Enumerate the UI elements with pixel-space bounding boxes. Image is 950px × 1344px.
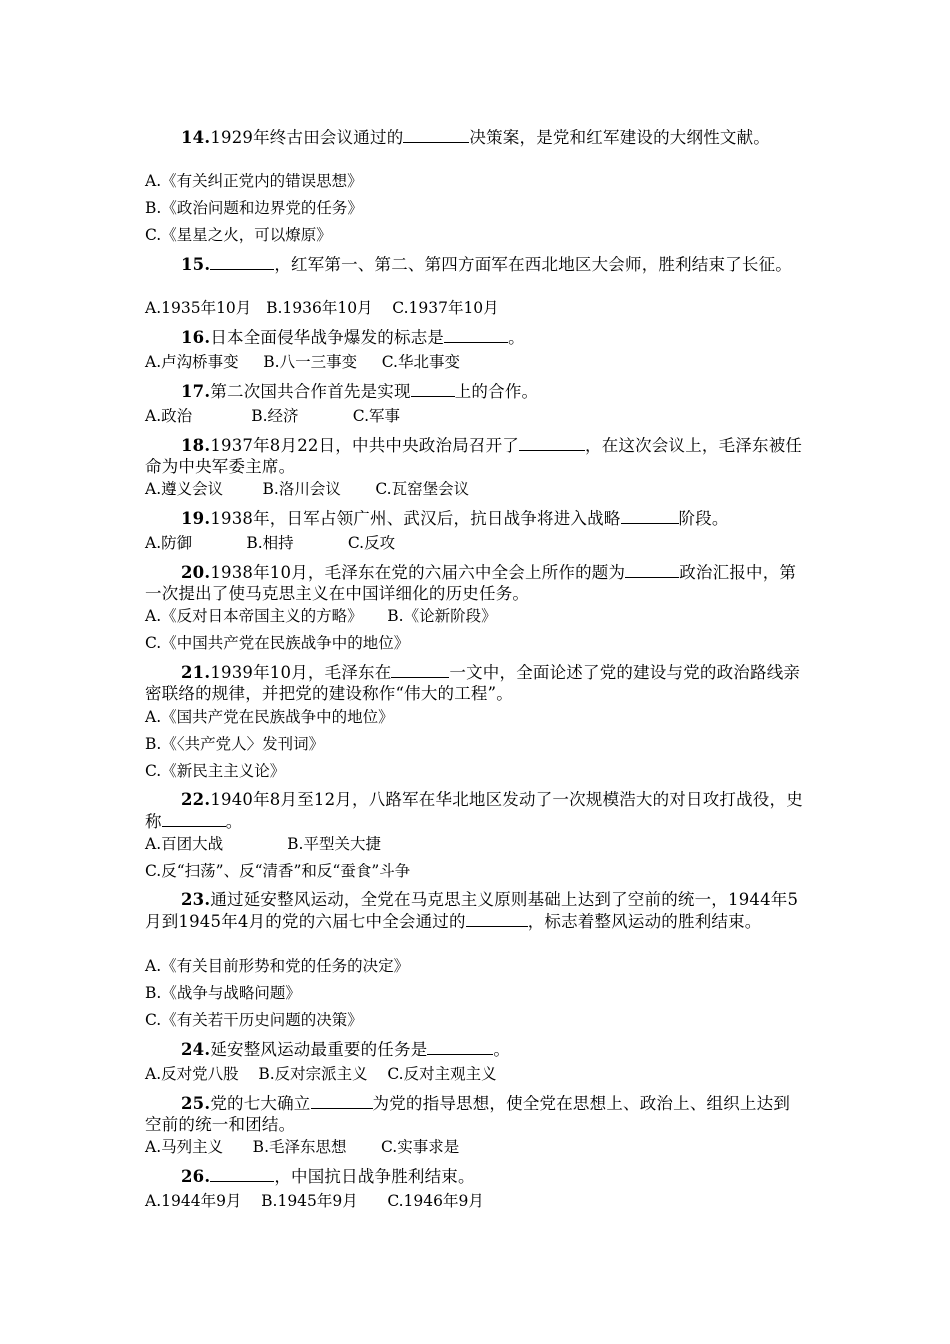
question-number: 23. (181, 890, 211, 909)
question-number: 25. (181, 1094, 211, 1113)
answer-blank (210, 1165, 274, 1182)
option-line: A.1944年9月 B.1945年9月 C.1946年9月 (145, 1192, 484, 1210)
question-text: 党的七大确立 (210, 1094, 311, 1113)
question-18 (145, 434, 805, 477)
question-text: 为党的指导思想，使全党在思想上、政治上、组织上达到空前的统一和团结。 (145, 1094, 791, 1134)
question-text: 决策案，是党和红军建设的大纲性文献。 (469, 128, 771, 147)
answer-blank (411, 380, 455, 397)
question-text: 延安整风运动最重要的任务是 (210, 1040, 428, 1059)
question-19 (145, 507, 805, 529)
option-line: B.《战争与战略问题》 (145, 984, 301, 1002)
option-line: B.《政治问题和边界党的任务》 (145, 199, 363, 217)
option-line: A.《反对日本帝国主义的方略》 B.《论新阶段》 (145, 607, 497, 625)
question-text: 1940年8月至12月，八路军在华北地区发动了一次规模浩大的对日攻打战役，史称 (145, 790, 803, 831)
answer-blank (403, 126, 469, 143)
question-24 (145, 1038, 805, 1060)
question-text: 1938年，日军占领广州、武汉后，抗日战争将进入战略 (210, 509, 621, 528)
question-number: 18. (181, 436, 211, 455)
question-text: 通过延安整风运动，全党在马克思主义原则基础上达到了空前的统一，1944年5月到1945年4月的党的六届七中全会通过的 (145, 890, 799, 931)
answer-blank (162, 810, 226, 827)
question-number: 17. (181, 382, 211, 401)
question-text: 上的合作。 (454, 382, 539, 401)
question-number: 24. (181, 1040, 211, 1059)
question-text: ，中国抗日战争胜利结束。 (274, 1167, 475, 1186)
question-17 (145, 380, 805, 402)
question-16 (145, 326, 805, 348)
question-number: 19. (181, 509, 211, 528)
option-line: A.遵义会议 B.洛川会议 C.瓦窑堡会议 (145, 480, 470, 498)
answer-blank (444, 326, 508, 343)
question-text: 。 (508, 328, 525, 347)
question-21 (145, 661, 805, 704)
option-line: C.《中国共产党在民族战争中的地位》 (145, 634, 410, 652)
answer-blank (210, 253, 274, 270)
question-text: ，红军第一、第二、第四方面军在西北地区大会师，胜利结束了长征。 (274, 255, 793, 274)
option-line: A.《有关纠正党内的错误思想》 (145, 172, 363, 190)
question-26 (145, 1165, 805, 1187)
answer-blank (519, 434, 585, 451)
question-number: 15. (181, 255, 211, 274)
question-text: ，在这次会议上，毛泽东被任命为中央军委主席。 (145, 436, 803, 476)
question-number: 14. (181, 128, 211, 147)
question-text: 一文中，全面论述了党的建设与党的政治路线亲密联络的规律，并把党的建设称作“伟大的工程”。 (145, 663, 801, 703)
question-number: 16. (181, 328, 211, 347)
question-22 (145, 789, 805, 832)
question-text: 政治汇报中，第一次提出了使马克思主义在中国详细化的历史任务。 (145, 563, 797, 603)
question-text: 1938年10月，毛泽东在党的六届六中全会上所作的题为 (210, 563, 626, 582)
option-line: A.卢沟桥事变 B.八一三事变 C.华北事变 (145, 353, 460, 371)
answer-blank (466, 910, 528, 927)
option-line: C.《有关若干历史问题的决策》 (145, 1011, 363, 1029)
question-15 (145, 253, 805, 275)
question-text: 。 (493, 1040, 511, 1059)
question-text: 第二次国共合作首先是实现 (210, 382, 411, 401)
option-line: A.《国共产党在民族战争中的地位》 (145, 708, 394, 726)
option-line: C.反“扫荡”、反“清香”和反“蚕食”斗争 (145, 862, 411, 880)
question-23 (145, 889, 805, 932)
question-text: 1929年终古田会议通过的 (210, 128, 404, 147)
answer-blank (621, 507, 679, 524)
option-line: A.反对党八股 B.反对宗派主义 C.反对主观主义 (145, 1065, 497, 1083)
question-text: 阶段。 (678, 509, 729, 528)
option-line: A.1935年10月 B.1936年10月 C.1937年10月 (145, 299, 499, 317)
option-line: A.《有关目前形势和党的任务的决定》 (145, 957, 410, 975)
question-text: 1937年8月22日，中共中央政治局召开了 (210, 436, 519, 455)
answer-blank (625, 561, 679, 578)
answer-blank (427, 1038, 493, 1055)
option-line: A.百团大战 B.平型关大捷 (145, 835, 381, 853)
option-line: A.政治 B.经济 C.军事 (145, 407, 400, 425)
question-text: 。 (225, 812, 243, 831)
question-20 (145, 561, 805, 604)
option-line: A.马列主义 B.毛泽东思想 C.实事求是 (145, 1138, 460, 1156)
question-text: 1939年10月，毛泽东在 (210, 663, 392, 682)
option-line: C.《星星之火，可以燎原》 (145, 226, 332, 244)
question-text: ，标志着整风运动的胜利结束。 (527, 912, 762, 931)
question-14 (145, 126, 805, 148)
option-line: C.《新民主主义论》 (145, 762, 286, 780)
answer-blank (391, 661, 449, 678)
option-line: B.《〈共产党人〉发刊词》 (145, 735, 325, 753)
question-number: 26. (181, 1167, 211, 1186)
option-line: A.防御 B.相持 C.反攻 (145, 534, 396, 552)
answer-blank (311, 1092, 373, 1109)
question-number: 22. (181, 790, 211, 809)
question-text: 日本全面侵华战争爆发的标志是 (210, 328, 445, 347)
question-25 (145, 1092, 805, 1135)
question-number: 21. (181, 663, 211, 682)
question-number: 20. (181, 563, 211, 582)
